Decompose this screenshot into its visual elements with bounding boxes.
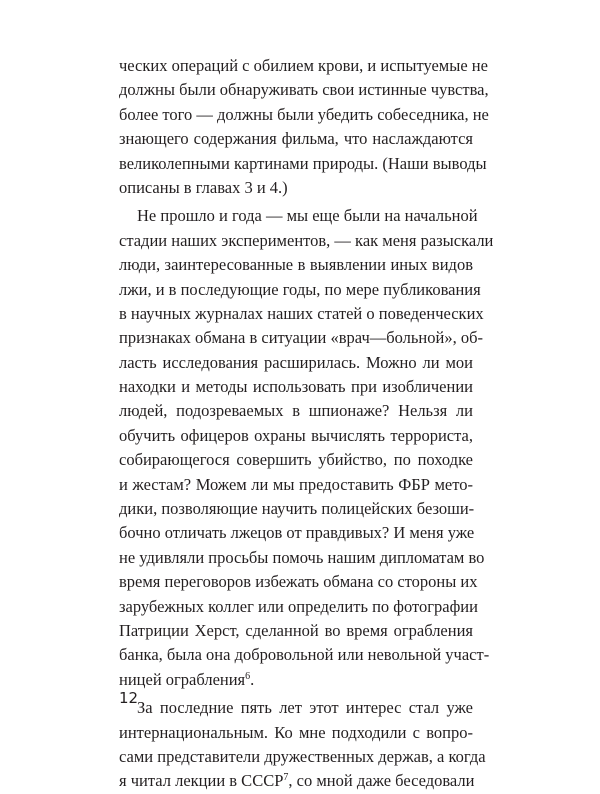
text-line: [119, 127, 473, 151]
line-text: стадии наших экспериментов, — как меня разыскали: [119, 230, 494, 250]
text-line: [119, 745, 486, 769]
line-text: описаны в главах 3 и 4.): [119, 177, 288, 197]
text-line: [119, 643, 490, 667]
line-text: ческих операций с обилием крови, и испытуемые не: [119, 56, 488, 75]
body-text: [119, 54, 494, 794]
page-number: 12: [119, 689, 139, 707]
text-line: [119, 769, 473, 793]
line-text-continued: .: [250, 669, 255, 689]
line-text: За последние пять лет этот интерес стал уже: [137, 698, 473, 718]
line-text: интернациональным. Ко мне подходили с вопро-: [119, 722, 473, 742]
text-line: [119, 375, 473, 399]
line-text: сами представители дружественных держав, а когда: [119, 746, 486, 766]
text-line: [119, 278, 481, 302]
line-text: люди, заинтересованные в выявлении иных видов: [119, 255, 473, 275]
text-line: [119, 473, 473, 497]
line-text: знающего содержания фильма, что наслаждаются: [119, 129, 473, 149]
line-text: должны были обнаруживать свои истинные чувства,: [119, 80, 489, 100]
text-line: [119, 721, 473, 745]
text-line: [119, 78, 489, 102]
footnote-marker[interactable]: 7: [283, 772, 289, 784]
text-line: [119, 204, 478, 228]
text-line: [119, 448, 473, 472]
text-line: [119, 152, 487, 176]
paragraph: [119, 204, 494, 692]
line-text: людей, подозреваемых в шпионаже? Нельзя ли: [119, 401, 473, 421]
line-text: лжи, и в последующие годы, по мере публикования: [119, 279, 481, 299]
text-line: [119, 696, 473, 720]
text-line: [119, 619, 473, 643]
text-line: [119, 176, 473, 200]
line-text: дики, позволяющие научить полицейских безоши-: [119, 499, 475, 519]
text-line: [119, 668, 473, 692]
line-text: более того — должны были убедить собеседника, не: [119, 104, 489, 124]
line-text: ницей ограбления: [119, 669, 246, 689]
text-line: [119, 521, 473, 545]
line-text: обучить офицеров охраны вычислять террориста,: [119, 425, 473, 445]
footnote-marker[interactable]: 6: [245, 670, 251, 682]
text-line: [119, 546, 485, 570]
line-text: Патриции Херст, сделанной во время ограбления: [119, 620, 473, 640]
line-text: и жестам? Можем ли мы предоставить ФБР мето-: [119, 474, 473, 494]
line-text: бочно отличать лжецов от правдивых? И меня уже: [119, 523, 475, 543]
line-text: собирающегося совершить убийство, по походке: [119, 450, 473, 470]
text-line: [119, 424, 473, 448]
line-text: великолепными картинами природы. (Наши выводы: [119, 153, 487, 173]
line-text: время переговоров избежать обмана со стороны их: [119, 572, 478, 592]
line-text: зарубежных коллег или определить по фотографии: [119, 596, 478, 616]
text-line: [119, 570, 478, 594]
text-line: [119, 326, 483, 350]
line-text: в научных журналах наших статей о поведенческих: [119, 303, 484, 323]
paragraph: [119, 54, 489, 200]
text-line: [119, 399, 473, 423]
text-line: [119, 351, 473, 375]
line-text: не удивляли просьбы помочь нашим дипломатам во: [119, 547, 485, 567]
text-line: [119, 595, 478, 619]
text-line: [119, 103, 489, 127]
text-line: [119, 54, 488, 78]
line-text-continued: , со мной даже беседовали: [288, 771, 475, 791]
line-text: признаках обмана в ситуации «врач—больной», об-: [119, 328, 483, 348]
text-line: [119, 497, 473, 521]
text-line: [119, 302, 484, 326]
text-line: [119, 229, 494, 253]
line-text: банка, была она добровольной или невольной участ-: [119, 645, 490, 665]
line-text: я читал лекции в СССР: [119, 771, 284, 791]
line-text: Не прошло и года — мы еще были на начальной: [137, 206, 478, 226]
text-line: [119, 253, 473, 277]
line-text: ласть исследования расширилась. Можно ли мои: [119, 352, 473, 372]
line-text: находки и методы использовать при изобличении: [119, 377, 473, 397]
paragraph: [119, 696, 486, 794]
